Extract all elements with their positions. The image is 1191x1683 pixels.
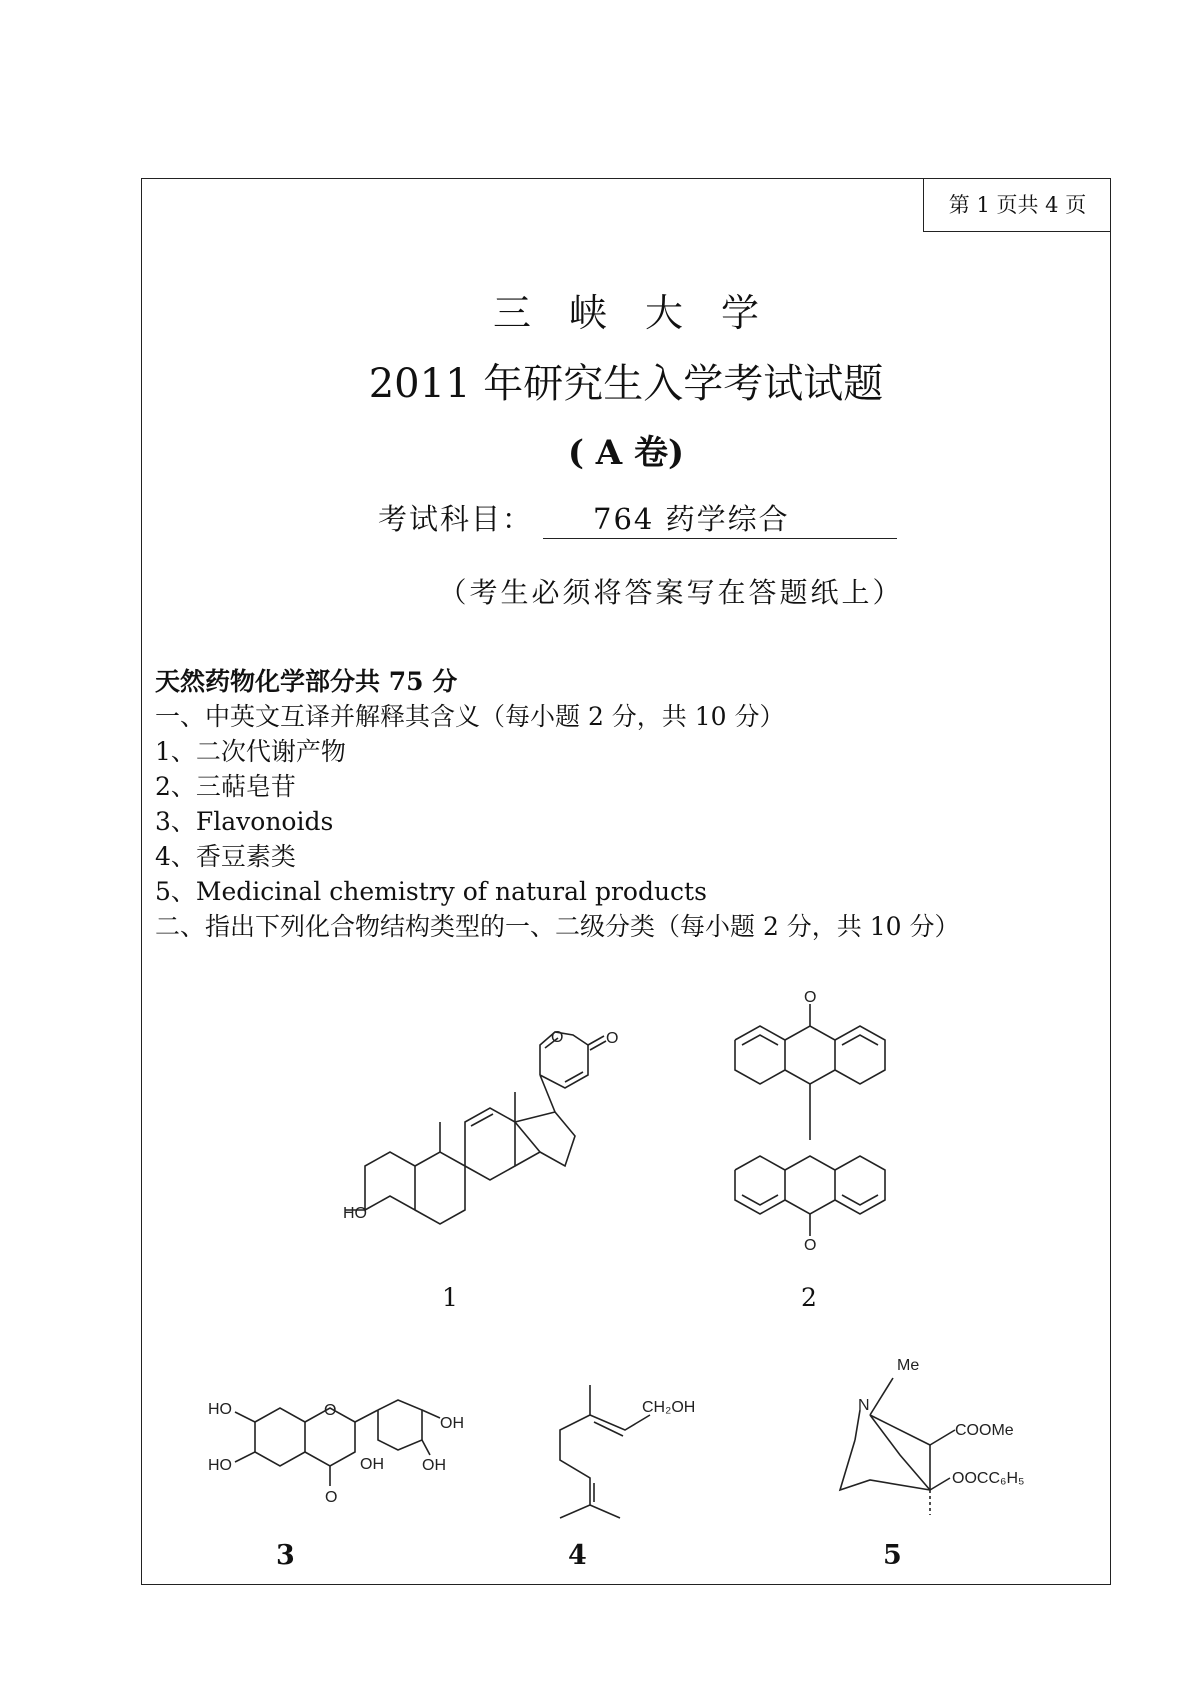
page-counter: 第 1 页共 4 页 bbox=[923, 178, 1111, 232]
list-item: 2、三萜皂苷 bbox=[155, 772, 296, 801]
atom-label: Me bbox=[897, 1357, 920, 1374]
paper-variant: ( A 卷) bbox=[567, 433, 685, 473]
atom-label: O bbox=[606, 1030, 619, 1047]
structure-caption: 5 bbox=[883, 1540, 902, 1571]
answer-notice: （考生必须将答案写在答题纸上） bbox=[438, 576, 904, 609]
atom-label: N bbox=[858, 1397, 870, 1414]
atom-label: HO bbox=[343, 1205, 367, 1222]
atom-label: OH bbox=[360, 1456, 384, 1473]
atom-label: O bbox=[324, 1402, 337, 1419]
exam-title: 2011 年研究生入学考试试题 bbox=[368, 361, 884, 407]
atom-label: OH bbox=[422, 1457, 446, 1474]
atom-label: CH₂OH bbox=[642, 1399, 696, 1416]
atom-label: OH bbox=[440, 1415, 464, 1432]
atom-label: HO bbox=[208, 1401, 232, 1418]
section-heading: 天然药物化学部分共 75 分 bbox=[155, 667, 458, 696]
structure-caption: 4 bbox=[568, 1540, 587, 1571]
list-item: 3、Flavonoids bbox=[155, 807, 334, 836]
part1-heading: 一、中英文互译并解释其含义（每小题 2 分，共 10 分） bbox=[155, 702, 785, 731]
structure-2 bbox=[735, 1004, 885, 1236]
atom-label: COOMe bbox=[955, 1422, 1014, 1439]
structure-caption: 3 bbox=[276, 1540, 295, 1571]
list-item: 1、二次代谢产物 bbox=[155, 737, 346, 766]
structure-1 bbox=[345, 1032, 606, 1224]
list-item: 4、香豆素类 bbox=[155, 842, 296, 871]
list-item: 5、Medicinal chemistry of natural products bbox=[155, 877, 707, 906]
atom-label: O bbox=[551, 1029, 564, 1046]
structure-3 bbox=[235, 1400, 440, 1486]
atom-label: OOCC₆H₅ bbox=[952, 1470, 1025, 1487]
subject-value: 764 药学综合 bbox=[543, 497, 897, 539]
structure-4 bbox=[560, 1385, 650, 1518]
atom-label: O bbox=[804, 1237, 817, 1254]
structure-caption: 2 bbox=[801, 1283, 817, 1312]
atom-label: O bbox=[804, 989, 817, 1006]
part2-heading: 二、指出下列化合物结构类型的一、二级分类（每小题 2 分，共 10 分） bbox=[155, 912, 960, 941]
atom-label: HO bbox=[208, 1457, 232, 1474]
structure-caption: 1 bbox=[442, 1283, 458, 1312]
subject-label: 考试科目： bbox=[378, 502, 534, 536]
atom-label: O bbox=[325, 1489, 338, 1506]
university-name: 三峡大学 bbox=[492, 291, 797, 335]
